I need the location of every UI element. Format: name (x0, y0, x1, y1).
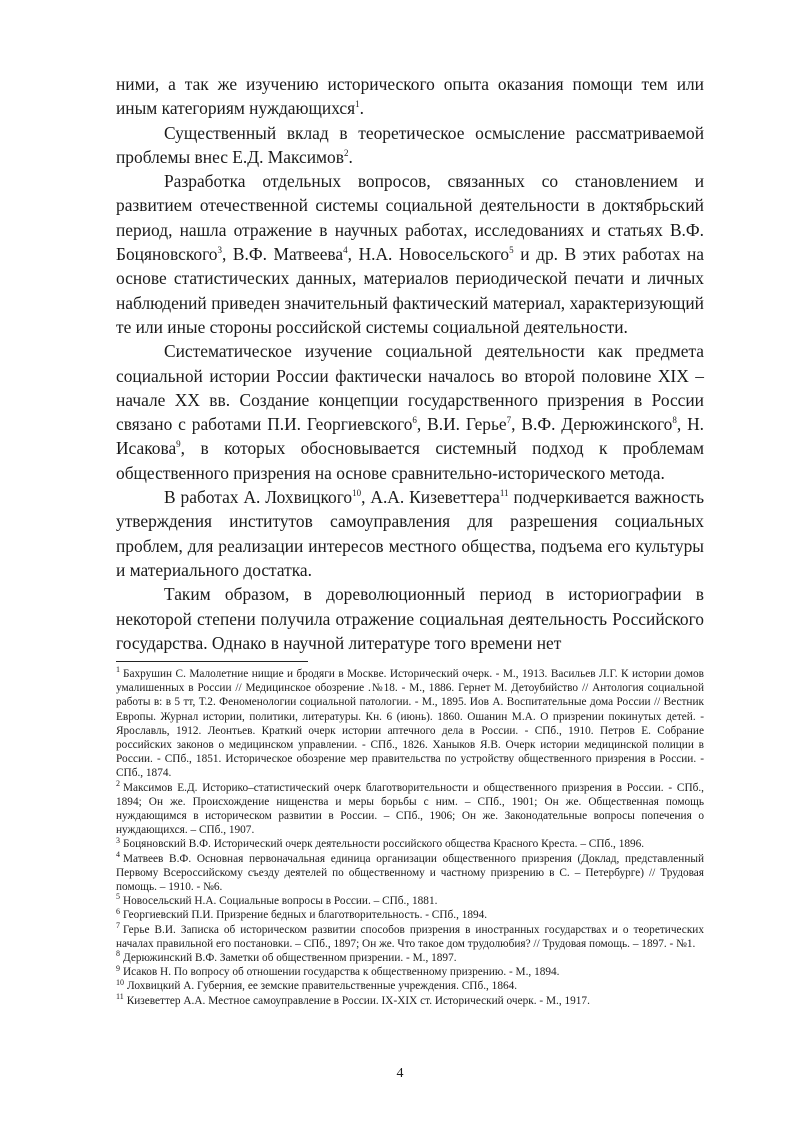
footnote-text: Георгиевский П.И. Призрение бедных и благотворительность. - СПб., 1894. (123, 909, 488, 922)
footnote-text: Дерюжинский В.Ф. Заметки об общественном призрении. - М., 1897. (123, 952, 457, 965)
page-number: 4 (396, 1066, 404, 1081)
text-run: Разработка отдельных вопросов, связанных со становлением и развитием отечественной системы социальной деятельности в доктябрьский период, нашла отражение в научных работах, исследованиях и статьях В.Ф. Боцяновского (116, 171, 704, 265)
footnote (116, 951, 704, 965)
text-run: , А.А. Кизеветтера (361, 487, 500, 508)
text-run: . (359, 98, 364, 119)
text-run: , В.И. Герье (416, 414, 507, 435)
footnote-ref: 10 (352, 488, 362, 499)
paragraph (116, 485, 704, 582)
footnote-number: 4 (116, 849, 120, 859)
paragraph (116, 121, 704, 170)
text-run: , В.Ф. Матвеева (221, 244, 344, 265)
footnote-text: Герье В.И. Записка об историческом развитии способов призрения в иностранных государствах и о теоретических началах правильной его постановки. – СПб., 1897; Он же. Что такое дом трудолюбия? // Трудовая помощь. – 1897. - №1. (116, 923, 704, 950)
text-run: ними, а так же изучению исторического опыта оказания помощи тем или иным категориям нуждающихся (116, 74, 704, 119)
footnote-number: 9 (116, 963, 120, 973)
footnote-text: Матвеев В.Ф. Основная первоначальная единица организации общественного призрения (Доклад, представленный Первому Всероссийскому съезду деятелей по общественному и частному призрению в С. – Петербурге) // Трудовая помощь. – 1910. - №6. (116, 852, 704, 894)
footnote-ref: 6 (412, 415, 417, 426)
footnote (116, 849, 704, 895)
footnote-number: 1 (116, 665, 120, 675)
footnote-ref: 2 (343, 148, 349, 159)
footnote-ref: 7 (506, 415, 512, 426)
footnote-ref: 1 (355, 99, 360, 110)
footnote (116, 894, 704, 908)
text-run: , Н. Исакова (116, 414, 704, 459)
footnote-number: 11 (116, 991, 124, 1001)
footnote (116, 920, 704, 951)
text-run: и др. В этих работах на основе статистических данных, материалов периодической печати и личных наблюдений приведен значительный фактический материал, характеризующий те или иные стороны российской системы социальной деятельности. (116, 244, 705, 337)
footnote-number: 2 (116, 778, 120, 788)
footnote (116, 837, 704, 851)
footnote-ref: 4 (343, 245, 348, 256)
footnote (116, 991, 704, 1008)
text-run: В работах А. Лохвицкого (164, 487, 353, 508)
footnote-text: Боцяновский В.Ф. Исторический очерк деятельности российского общества Красного Креста. – СПб., 1896. (123, 838, 645, 851)
footnote-ref: 11 (499, 488, 509, 499)
footnote-ref: 9 (176, 439, 181, 450)
footnote (116, 908, 704, 922)
footnote-text: Исаков Н. По вопросу об отношении государства к общественному призрению. - М., 1894. (123, 966, 560, 979)
text-run: Существенный вклад в теоретическое осмысление рассматриваемой проблемы внес Е.Д. Максимов (116, 122, 704, 167)
footnote (116, 667, 704, 781)
paragraph (116, 339, 704, 485)
footnote-number: 3 (116, 835, 120, 845)
footnotes (116, 667, 704, 1008)
footnote-ref: 5 (509, 245, 514, 256)
footnote-number: 7 (116, 920, 120, 930)
footnote-number: 6 (116, 906, 120, 916)
text-run: . (348, 146, 353, 167)
text-run: Систематическое изучение социальной деятельности как предмета социальной истории России фактически началось во второй половине XIX – начале XX вв. Создание концепции государственного призрения в России связано с работами П.И. Георгиевского (116, 341, 704, 435)
text-run: , Н.А. Новосельского (347, 244, 510, 265)
footnote (116, 778, 704, 838)
footnote-ref: 3 (217, 245, 222, 256)
paragraph (116, 169, 704, 339)
footnote (116, 979, 704, 993)
footnote-text: Кизеветтер А.А. Местное самоуправление в России. IX-XIX ст. Исторический очерк. - М., 1917. (126, 994, 590, 1007)
text-run: подчеркивается важность утверждения институтов самоуправления для разрешения социальных проблем, для реализации интересов местного общества, подъема его культуры и материального достатка. (116, 487, 705, 580)
text-run: Таким образом, в дореволюционный период в историографии в некоторой степени получила отражение социальная деятельность Российского государства. Однако в научной литературе того времени нет (116, 584, 704, 653)
footnote-text: Новосельский Н.А. Социальные вопросы в России. – СПб., 1881. (123, 895, 438, 908)
footnote-text: Бахрушин С. Малолетние нищие и бродяги в Москве. Исторический очерк. - М., 1913. Васильев Л.Г. К истории домов умалишенных в России // Медицинское обозрение .№18. - М., 1886. Гернет М. Детоубийство // Антология социальной работы в: в 5 тт, Т.2. Феноменологии социальной патологии. - М., 1895. Иов А. Воспитательные дома России // Вестник Европы. Журнал истории, политики, литературы. Кн. 6 (июнь). 1860. Ошанин М.А. О призрении покинутых детей. - Ярославль, 1912. Леонтьев. Краткий очерк истории аптечного дела в России. - СПб., 1910. Петров Е. Собрание российских законов о медицинском управлении. - СПб., 1826. Ханыков Я.В. Очерк истории медицинской полиции в России. - СПб., 1851. Историческое обозрение мер правительства по устройству общественного призрения в России. - СПб., 1874. (116, 668, 704, 780)
paragraph (116, 72, 704, 121)
text-run: , в которых обосновывается системный подход к проблемам общественного призрения на основе сравнительно-исторического метода. (116, 438, 704, 483)
footnote-number: 8 (116, 949, 120, 959)
text-run: , В.Ф. Дерюжинского (511, 414, 673, 435)
footnote-number: 10 (116, 977, 124, 987)
footnote-ref: 8 (672, 415, 677, 426)
footnote-separator (116, 661, 308, 662)
footnote-text: Максимов Е.Д. Историко–статистический очерк благотворительности и общественного призрения в России. - СПб., 1894; Он же. Происхождение нищенства и меры борьбы с ним. – СПб., 1901; Он же. Общественная помощь нуждающимся в историческом развитии в России. – СПб., 1906; Он же. Законодательные вопросы попечения о нуждающихся. – СПб., 1907. (116, 781, 704, 837)
footnote-text: Лохвицкий А. Губерния, ее земские правительственные учреждения. СПб., 1864. (127, 980, 518, 993)
main-text (116, 72, 704, 655)
footnote-number: 5 (116, 892, 120, 902)
footnote (116, 965, 704, 979)
paragraph (116, 582, 704, 655)
